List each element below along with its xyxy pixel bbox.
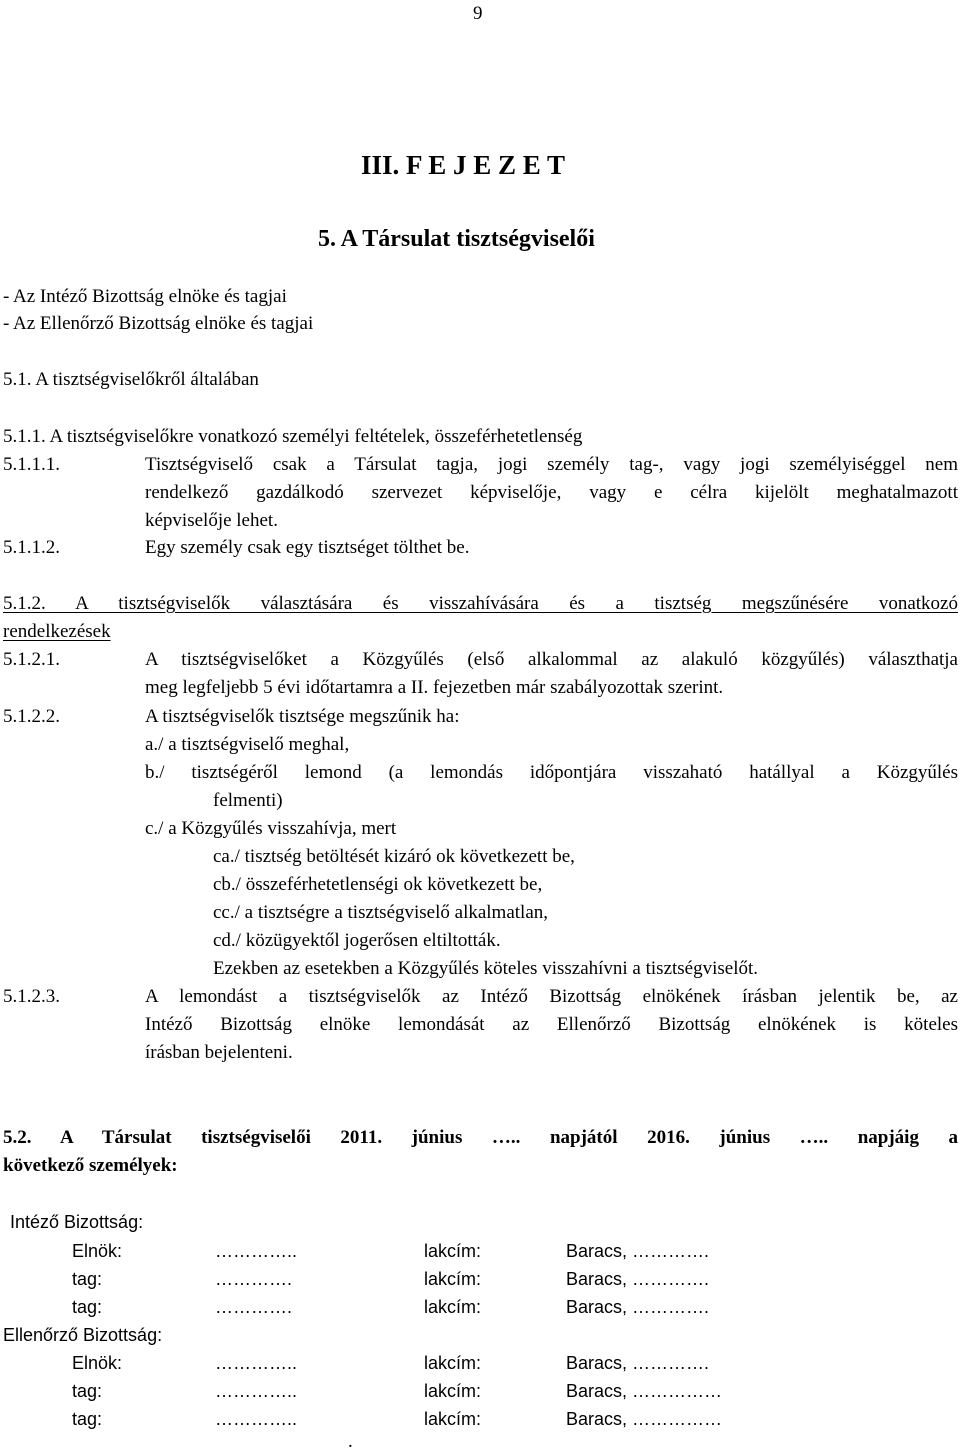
roster-eb-label: Ellenőrző Bizottság: [3, 1325, 163, 1345]
roster-name: ………….. [215, 1353, 298, 1373]
roster-address-label: lakcím: [424, 1381, 482, 1401]
roster-role: tag: [72, 1297, 103, 1317]
item-number: 5.1.2.1. [3, 649, 60, 670]
paragraph-line: A lemondást a tisztségviselők az Intéző Bizottság elnökének írásban jelentik be, az [145, 986, 958, 1007]
subitem-b: b./ tisztségéről lemond (a lemondás időpontjára visszaható hatállyal a Közgyűlés [145, 762, 958, 783]
roster-ib-label: Intéző Bizottság: [10, 1212, 144, 1232]
roster-role: Elnök: [72, 1353, 123, 1373]
roster-town: Baracs, …………… [566, 1381, 723, 1401]
section-5-1-heading: 5.1. A tisztségviselőkről általában [3, 369, 259, 390]
roster-town: Baracs, …………. [566, 1353, 710, 1373]
roster-role: tag: [72, 1269, 103, 1289]
roster-town: Baracs, …………. [566, 1269, 710, 1289]
roster-town: Baracs, …………. [566, 1241, 710, 1261]
officer-list-item: - Az Ellenőrző Bizottság elnöke és tagjai [3, 313, 314, 334]
roster-address-label: lakcím: [424, 1269, 482, 1289]
roster-address-label: lakcím: [424, 1409, 482, 1429]
item-number: 5.1.1.1. [3, 454, 60, 475]
section-5-1-2-heading: 5.1.2. A tisztségviselők választására és visszahívására és a tisztség megszűnésére vonatkozó [3, 593, 958, 614]
item-number: 5.1.2.2. [3, 706, 60, 727]
roster-name: ………….. [215, 1409, 298, 1429]
paragraph-line: Intéző Bizottság elnöke lemondását az Ellenőrző Bizottság elnökének is köteles [145, 1014, 958, 1035]
subitem-ca: ca./ tisztség betöltését kizáró ok következett be, [213, 846, 575, 867]
subitem-b-cont: felmenti) [213, 790, 283, 811]
paragraph-line: A tisztségviselők tisztsége megszűnik ha: [145, 706, 460, 727]
subitem-c: c./ a Közgyűlés visszahívja, mert [145, 818, 397, 839]
section-5-2-heading: 5.2. A Társulat tisztségviselői 2011. június ….. napjától 2016. június ….. napjáig a [3, 1127, 958, 1148]
roster-town: Baracs, …………. [566, 1297, 710, 1317]
page-number: 9 [473, 3, 483, 24]
subitem-cc: cc./ a tisztségre a tisztségviselő alkalmatlan, [213, 902, 549, 923]
subitem-a: a./ a tisztségviselő meghal, [145, 734, 350, 755]
paragraph-line: A tisztségviselőket a Közgyűlés (első alkalommal az alakuló közgyűlés) választhatja [145, 649, 958, 670]
roster-address-label: lakcím: [424, 1241, 482, 1261]
subitem-cb: cb./ összeférhetetlenségi ok következett be, [213, 874, 543, 895]
roster-address-label: lakcím: [424, 1353, 482, 1373]
roster-role: tag: [72, 1409, 103, 1429]
subitem-cd: cd./ közügyektől jogerősen eltiltották. [213, 930, 501, 951]
item-number: 5.1.2.3. [3, 986, 60, 1007]
roster-name: ………….. [215, 1241, 298, 1261]
roster-address-label: lakcím: [424, 1297, 482, 1317]
roster-role: Elnök: [72, 1241, 123, 1261]
item-number: 5.1.1.2. [3, 537, 60, 558]
trailing-dot: . [348, 1431, 353, 1452]
roster-town: Baracs, …………… [566, 1409, 723, 1429]
section-5-2-heading-cont: következő személyek: [3, 1155, 178, 1176]
section-5-1-2-heading-cont: rendelkezések [3, 621, 111, 642]
paragraph-line: Tisztségviselő csak a Társulat tagja, jogi személy tag-, vagy jogi személyiséggel nem [145, 454, 958, 475]
section-5-1-1-heading: 5.1.1. A tisztségviselőkre vonatkozó személyi feltételek, összeférhetetlenség [3, 426, 583, 447]
paragraph-line: Egy személy csak egy tisztséget tölthet be. [145, 537, 470, 558]
paragraph-line: meg legfeljebb 5 évi időtartamra a II. fejezetben már szabályozottak szerint. [145, 677, 724, 698]
paragraph-line: írásban bejelenteni. [145, 1042, 293, 1063]
roster-name: …………. [215, 1269, 293, 1289]
paragraph-line: képviselője lehet. [145, 510, 278, 531]
paragraph-line: rendelkező gazdálkodó szervezet képviselője, vagy e célra kijelölt meghatalmazott [145, 482, 958, 503]
section-title: 5. A Társulat tisztségviselői [318, 226, 595, 252]
roster-name: ………….. [215, 1381, 298, 1401]
chapter-title: III. F E J E Z E T [361, 150, 566, 180]
roster-role: tag: [72, 1381, 103, 1401]
paragraph-line: Ezekben az esetekben a Közgyűlés köteles visszahívni a tisztségviselőt. [213, 958, 759, 979]
roster-name: …………. [215, 1297, 293, 1317]
officer-list-item: - Az Intéző Bizottság elnöke és tagjai [3, 286, 287, 307]
